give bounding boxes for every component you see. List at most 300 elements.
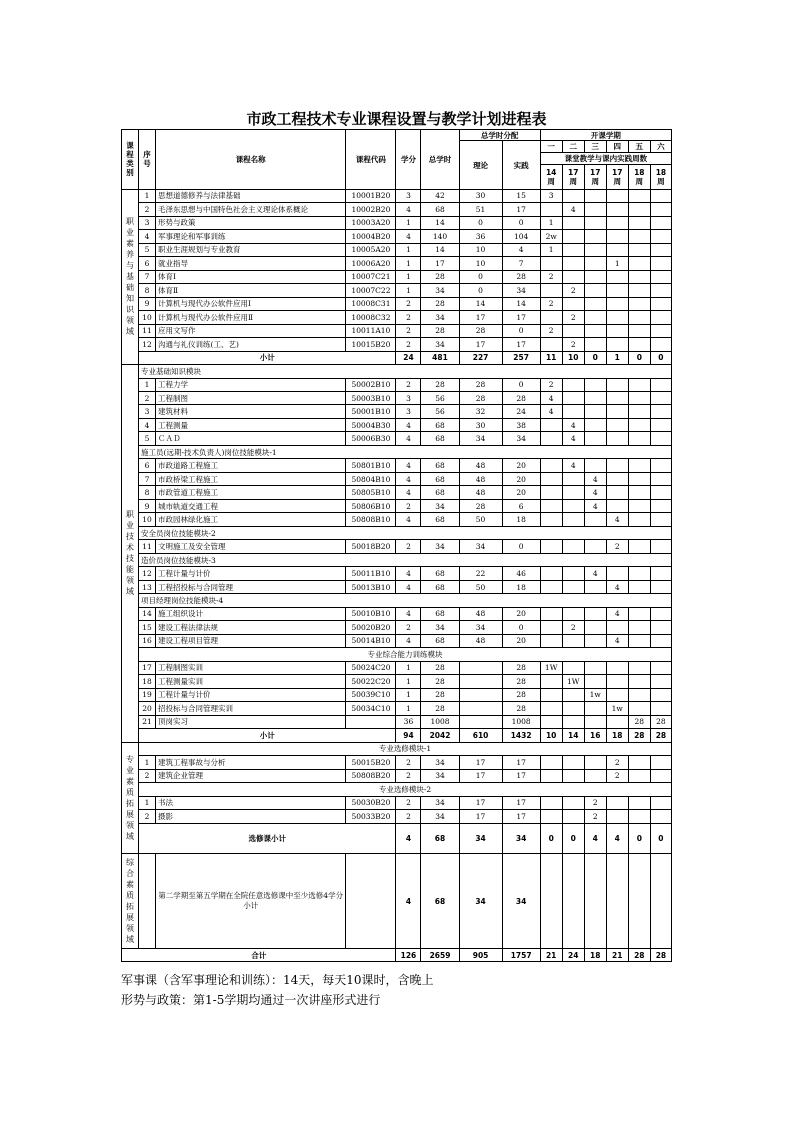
seq-cell: 16 [139, 634, 156, 647]
total-hours-cell: 14 [421, 216, 459, 229]
sem5-weeks-cell [628, 499, 650, 512]
sem3-weeks-cell: 2 [584, 810, 606, 823]
total-hours-cell: 68 [421, 459, 459, 472]
header-semester: 开课学期 [540, 130, 671, 141]
sem3-weeks-cell: 4 [584, 499, 606, 512]
sem4-weeks-cell [606, 432, 628, 445]
total-value-cell: 21 [606, 949, 628, 962]
table-row [122, 324, 672, 337]
sem4-weeks-cell: 1w [606, 702, 628, 715]
course-name-cell: ＣＡＤ [156, 432, 346, 445]
total-hours-cell: 28 [421, 661, 459, 674]
course-name-cell: 建筑企业管理 [156, 769, 346, 782]
practice-hours-cell: 28 [502, 675, 540, 688]
total-value-cell: 28 [650, 949, 671, 962]
header-seq: 序号 [139, 130, 156, 190]
table-row [122, 580, 672, 593]
practice-hours-cell: 20 [502, 486, 540, 499]
sem6-weeks-cell [650, 621, 671, 634]
sem1-weeks-cell: 2 [540, 378, 562, 391]
seq-cell: 17 [139, 661, 156, 674]
sem3-weeks-cell [584, 257, 606, 270]
sem1-weeks-cell [540, 472, 562, 485]
sem4-weeks-cell [606, 203, 628, 216]
sem4-weeks-cell: 2 [606, 540, 628, 553]
seq-cell: 9 [139, 499, 156, 512]
sem4-weeks-cell [606, 230, 628, 243]
course-code-cell: 50030B20 [346, 796, 396, 809]
sem1-weeks-cell [540, 715, 562, 728]
note-row [122, 854, 672, 949]
sem5-weeks-cell [628, 311, 650, 324]
sem2-weeks-cell [562, 661, 584, 674]
table-row [122, 499, 672, 512]
header-theory: 理论 [459, 141, 502, 189]
subtotal-value-cell: 28 [628, 729, 650, 742]
practice-hours-cell: 17 [502, 203, 540, 216]
sem5-weeks-cell [628, 459, 650, 472]
sem6-weeks-cell [650, 769, 671, 782]
theory-hours-cell [459, 661, 502, 674]
course-name-cell: 建设工程法律法规 [156, 621, 346, 634]
subtotal-value-cell: 1432 [502, 729, 540, 742]
sem5-weeks-cell [628, 324, 650, 337]
sem1-weeks-cell: 4 [540, 392, 562, 405]
credit-cell: 4 [396, 513, 421, 526]
sem3-weeks-cell [584, 324, 606, 337]
practice-hours-cell: 20 [502, 607, 540, 620]
sem6-weeks-cell [650, 203, 671, 216]
sem3-weeks-cell [584, 284, 606, 297]
sem6-weeks-cell [650, 756, 671, 769]
sem2-weeks-cell [562, 715, 584, 728]
total-hours-cell: 68 [421, 418, 459, 431]
header-semester-1: 一 [540, 141, 562, 152]
sem4-weeks-cell: 2 [606, 756, 628, 769]
sem3-weeks-cell [584, 311, 606, 324]
course-code-cell: 50804B10 [346, 472, 396, 485]
seq-cell: 21 [139, 715, 156, 728]
table-row [122, 688, 672, 701]
practice-hours-cell: 24 [502, 405, 540, 418]
sem4-weeks-cell [606, 810, 628, 823]
sem2-weeks-cell: 2 [562, 311, 584, 324]
total-hours-cell: 140 [421, 230, 459, 243]
sem5-weeks-cell [628, 297, 650, 310]
seq-cell: 20 [139, 702, 156, 715]
sem1-weeks-cell [540, 540, 562, 553]
course-name-cell: 工程计量与计价 [156, 688, 346, 701]
seq-cell: 11 [139, 324, 156, 337]
sem4-weeks-cell [606, 796, 628, 809]
table-row [122, 243, 672, 256]
table-row [122, 378, 672, 391]
module-heading: 安全员岗位技能模块-2 [139, 526, 672, 539]
seq-cell: 1 [139, 378, 156, 391]
sem3-weeks-cell [584, 621, 606, 634]
elective-value-cell: 34 [502, 854, 540, 949]
sem2-weeks-cell [562, 607, 584, 620]
subtotal-value-cell: 4 [584, 823, 606, 854]
theory-hours-cell: 48 [459, 472, 502, 485]
sem4-weeks-cell: 4 [606, 580, 628, 593]
sem1-weeks-cell [540, 567, 562, 580]
sem2-weeks-cell [562, 324, 584, 337]
sem4-weeks-cell [606, 472, 628, 485]
subtotal-value-cell: 0 [540, 823, 562, 854]
sem4-weeks-cell [606, 405, 628, 418]
sem3-weeks-cell [584, 338, 606, 351]
credit-cell: 4 [396, 607, 421, 620]
table-row [122, 418, 672, 431]
sem6-weeks-cell [650, 810, 671, 823]
table-row [122, 432, 672, 445]
subtotal-value-cell: 257 [502, 351, 540, 364]
credit-cell: 2 [396, 499, 421, 512]
practice-hours-cell: 4 [502, 243, 540, 256]
subtotal-row [122, 351, 672, 364]
theory-hours-cell: 28 [459, 392, 502, 405]
credit-cell: 3 [396, 189, 421, 202]
sem5-weeks-cell [628, 567, 650, 580]
sem4-weeks-cell [606, 216, 628, 229]
sem3-weeks-cell [584, 230, 606, 243]
sem6-weeks-cell [650, 284, 671, 297]
sem3-weeks-cell [584, 203, 606, 216]
subtotal-value-cell: 34 [459, 823, 502, 854]
table-body [122, 130, 672, 962]
seq-cell: 12 [139, 338, 156, 351]
sem5-weeks-cell [628, 675, 650, 688]
sem1-weeks-cell [540, 459, 562, 472]
seq-cell [139, 854, 156, 949]
course-code-cell: 10004B20 [346, 230, 396, 243]
subtotal-label: 小计 [139, 351, 396, 364]
sem2-weeks-cell: 4 [562, 459, 584, 472]
sem4-weeks-cell [606, 715, 628, 728]
sem3-weeks-cell [584, 216, 606, 229]
seq-cell: 7 [139, 472, 156, 485]
sem6-weeks-cell [650, 230, 671, 243]
credit-cell: 2 [396, 540, 421, 553]
header-weekly: 课堂教学与课内实践周数 [540, 152, 671, 164]
sem4-weeks-cell [606, 661, 628, 674]
sem2-weeks-cell [562, 297, 584, 310]
subtotal-value-cell: 10 [562, 351, 584, 364]
sem1-weeks-cell [540, 634, 562, 647]
course-name-cell: 城市轨道交通工程 [156, 499, 346, 512]
total-hours-cell: 28 [421, 675, 459, 688]
sem1-weeks-cell [540, 796, 562, 809]
total-hours-cell: 34 [421, 756, 459, 769]
subtotal-value-cell: 24 [396, 351, 421, 364]
total-hours-cell: 34 [421, 311, 459, 324]
sem3-weeks-cell [584, 405, 606, 418]
course-name-cell: 工程计量与计价 [156, 567, 346, 580]
sem2-weeks-cell [562, 257, 584, 270]
sem4-weeks-cell [606, 324, 628, 337]
course-name-cell: 顶岗实习 [156, 715, 346, 728]
sem4-weeks-cell [606, 567, 628, 580]
theory-hours-cell: 10 [459, 257, 502, 270]
course-name-cell: 沟通与礼仪训练(工、艺) [156, 338, 346, 351]
sem3-weeks-cell [584, 769, 606, 782]
sem2-weeks-cell [562, 189, 584, 202]
theory-hours-cell: 0 [459, 216, 502, 229]
sem4-weeks-cell [606, 284, 628, 297]
table-row [122, 405, 672, 418]
module-heading: 专业综合能力训练模块 [139, 648, 672, 661]
sem4-weeks-cell [606, 311, 628, 324]
header-row-1 [122, 130, 672, 141]
practice-hours-cell: 28 [502, 392, 540, 405]
sem3-weeks-cell [584, 243, 606, 256]
sem5-weeks-cell [628, 621, 650, 634]
practice-hours-cell: 34 [502, 284, 540, 297]
sem6-weeks-cell [650, 297, 671, 310]
practice-hours-cell: 20 [502, 472, 540, 485]
sem1-weeks-cell [540, 432, 562, 445]
sem1-weeks-cell: 1W [540, 661, 562, 674]
sem1-weeks-cell [540, 580, 562, 593]
course-name-cell: 市政园林绿化施工 [156, 513, 346, 526]
seq-cell: 1 [139, 796, 156, 809]
total-hours-cell: 34 [421, 796, 459, 809]
credit-cell: 2 [396, 324, 421, 337]
sem4-weeks-cell [606, 338, 628, 351]
subtotal-value-cell: 16 [584, 729, 606, 742]
theory-hours-cell: 0 [459, 270, 502, 283]
sem2-weeks-cell: 2 [562, 284, 584, 297]
header-weeks-5: 18周 [628, 165, 650, 190]
header-weeks-6: 18周 [650, 165, 671, 190]
course-name-cell: 工程招投标与合同管理 [156, 580, 346, 593]
course-name-cell: 思想道德修养与法律基础 [156, 189, 346, 202]
credit-cell: 2 [396, 311, 421, 324]
seq-cell: 4 [139, 230, 156, 243]
course-code-cell: 10003A20 [346, 216, 396, 229]
practice-hours-cell: 17 [502, 796, 540, 809]
sem3-weeks-cell [584, 459, 606, 472]
subtotal-value-cell: 94 [396, 729, 421, 742]
course-name-cell: 毛泽东思想与中国特色社会主义理论体系概论 [156, 203, 346, 216]
table-row [122, 769, 672, 782]
sem5-weeks-cell [628, 661, 650, 674]
total-hours-cell: 34 [421, 621, 459, 634]
subtotal-value-cell: 0 [628, 351, 650, 364]
sem6-weeks-cell [650, 486, 671, 499]
sem4-weeks-cell [606, 392, 628, 405]
course-code-cell: 50024C20 [346, 661, 396, 674]
sem5-weeks-cell [628, 702, 650, 715]
sem1-weeks-cell [540, 621, 562, 634]
course-name-cell: 就业指导 [156, 257, 346, 270]
practice-hours-cell: 0 [502, 324, 540, 337]
theory-hours-cell: 50 [459, 513, 502, 526]
seq-cell: 6 [139, 459, 156, 472]
course-code-cell: 50039C10 [346, 688, 396, 701]
credit-cell: 4 [396, 230, 421, 243]
practice-hours-cell: 7 [502, 257, 540, 270]
header-semester-5: 五 [628, 141, 650, 152]
subtotal-value-cell: 14 [562, 729, 584, 742]
sem4-weeks-cell: 4 [606, 607, 628, 620]
sem1-weeks-cell: 3 [540, 189, 562, 202]
header-practice: 实践 [502, 141, 540, 189]
practice-hours-cell: 17 [502, 338, 540, 351]
header-category: 课程类别 [122, 130, 139, 190]
course-name-cell: 施工组织设计 [156, 607, 346, 620]
seq-cell: 2 [139, 810, 156, 823]
elective-value-cell [628, 854, 650, 949]
sem3-weeks-cell [584, 418, 606, 431]
sem2-weeks-cell [562, 796, 584, 809]
elective-value-cell [650, 854, 671, 949]
total-value-cell: 1757 [502, 949, 540, 962]
sem4-weeks-cell [606, 688, 628, 701]
course-code-cell: 50011B10 [346, 567, 396, 580]
sem2-weeks-cell [562, 486, 584, 499]
course-code-cell: 50022C20 [346, 675, 396, 688]
elective-value-cell [540, 854, 562, 949]
sem2-weeks-cell [562, 810, 584, 823]
subtotal-value-cell: 4 [396, 823, 421, 854]
section_center-row [122, 783, 672, 796]
sem1-weeks-cell: 2 [540, 324, 562, 337]
table-row [122, 634, 672, 647]
subtotal-value-cell: 0 [562, 823, 584, 854]
theory-hours-cell: 50 [459, 580, 502, 593]
credit-cell: 2 [396, 338, 421, 351]
sem4-weeks-cell: 4 [606, 634, 628, 647]
table-row [122, 459, 672, 472]
sem3-weeks-cell [584, 702, 606, 715]
sem5-weeks-cell [628, 769, 650, 782]
table-row [122, 311, 672, 324]
sem2-weeks-cell: 2 [562, 338, 584, 351]
sem4-weeks-cell [606, 378, 628, 391]
sem1-weeks-cell: 2 [540, 270, 562, 283]
course-name-cell: 建筑工程事故与分析 [156, 756, 346, 769]
sem1-weeks-cell [540, 607, 562, 620]
seq-cell: 11 [139, 540, 156, 553]
table-row [122, 607, 672, 620]
total-row [122, 949, 672, 962]
course-code-cell: 50015B20 [346, 756, 396, 769]
sem6-weeks-cell [650, 432, 671, 445]
sem5-weeks-cell [628, 418, 650, 431]
theory-hours-cell: 17 [459, 769, 502, 782]
practice-hours-cell: 28 [502, 702, 540, 715]
sem4-weeks-cell [606, 499, 628, 512]
course-name-cell: 市政管道工程施工 [156, 486, 346, 499]
course-name-cell: 形势与政策 [156, 216, 346, 229]
sem3-weeks-cell: 4 [584, 486, 606, 499]
sem2-weeks-cell: 2 [562, 621, 584, 634]
total-hours-cell: 34 [421, 499, 459, 512]
sem6-weeks-cell [650, 796, 671, 809]
course-code-cell: 50805B10 [346, 486, 396, 499]
sem2-weeks-cell: 4 [562, 432, 584, 445]
course-code-cell: 50002B10 [346, 378, 396, 391]
sem3-weeks-cell [584, 580, 606, 593]
sem6-weeks-cell [650, 418, 671, 431]
course-code-cell: 50014B10 [346, 634, 396, 647]
sem6-weeks-cell [650, 513, 671, 526]
category-cell: 职业技术技能领域 [122, 365, 139, 743]
sem2-weeks-cell [562, 378, 584, 391]
theory-hours-cell: 28 [459, 324, 502, 337]
practice-hours-cell: 0 [502, 540, 540, 553]
section-row [122, 526, 672, 539]
sem3-weeks-cell: 1w [584, 688, 606, 701]
sem1-weeks-cell: 2w [540, 230, 562, 243]
sem3-weeks-cell: 4 [584, 472, 606, 485]
sem2-weeks-cell [562, 513, 584, 526]
sem3-weeks-cell: 4 [584, 567, 606, 580]
elective-value-cell: 68 [421, 854, 459, 949]
module-heading: 造价员岗位技能模块-3 [139, 553, 672, 566]
seq-cell: 10 [139, 513, 156, 526]
seq-cell: 6 [139, 257, 156, 270]
practice-hours-cell: 38 [502, 418, 540, 431]
theory-hours-cell: 14 [459, 297, 502, 310]
course-name-cell: 招投标与合同管理实训 [156, 702, 346, 715]
course-name-cell: 计算机与现代办公软件应用Ⅱ [156, 311, 346, 324]
course-code-cell: 10007C21 [346, 270, 396, 283]
sem5-weeks-cell [628, 257, 650, 270]
course-name-cell: 建筑材料 [156, 405, 346, 418]
course-name-cell: 工程制图实训 [156, 661, 346, 674]
total-hours-cell: 68 [421, 513, 459, 526]
subtotal-value-cell: 2042 [421, 729, 459, 742]
course-code-cell [346, 854, 396, 949]
practice-hours-cell: 18 [502, 580, 540, 593]
practice-hours-cell: 0 [502, 621, 540, 634]
sem6-weeks-cell [650, 634, 671, 647]
credit-cell: 4 [396, 486, 421, 499]
table-row [122, 675, 672, 688]
sem1-weeks-cell [540, 284, 562, 297]
sem5-weeks-cell [628, 270, 650, 283]
total-hours-cell: 28 [421, 702, 459, 715]
credit-cell: 3 [396, 405, 421, 418]
credit-cell: 3 [396, 392, 421, 405]
sem2-weeks-cell [562, 216, 584, 229]
sem2-weeks-cell [562, 567, 584, 580]
course-code-cell: 10011A10 [346, 324, 396, 337]
sem5-weeks-cell [628, 392, 650, 405]
total-hours-cell: 68 [421, 432, 459, 445]
seq-cell: 7 [139, 270, 156, 283]
sem5-weeks-cell [628, 756, 650, 769]
seq-cell: 18 [139, 675, 156, 688]
sem1-weeks-cell [540, 769, 562, 782]
table-row [122, 715, 672, 728]
sem6-weeks-cell [650, 405, 671, 418]
sem3-weeks-cell [584, 715, 606, 728]
sem4-weeks-cell [606, 243, 628, 256]
total-hours-cell: 28 [421, 270, 459, 283]
sem4-weeks-cell: 1 [606, 257, 628, 270]
theory-hours-cell: 17 [459, 311, 502, 324]
sem4-weeks-cell [606, 270, 628, 283]
theory-hours-cell: 32 [459, 405, 502, 418]
elective-value-cell [562, 854, 584, 949]
table-row [122, 661, 672, 674]
course-name-cell: 体育Ⅱ [156, 284, 346, 297]
sem5-weeks-cell [628, 189, 650, 202]
